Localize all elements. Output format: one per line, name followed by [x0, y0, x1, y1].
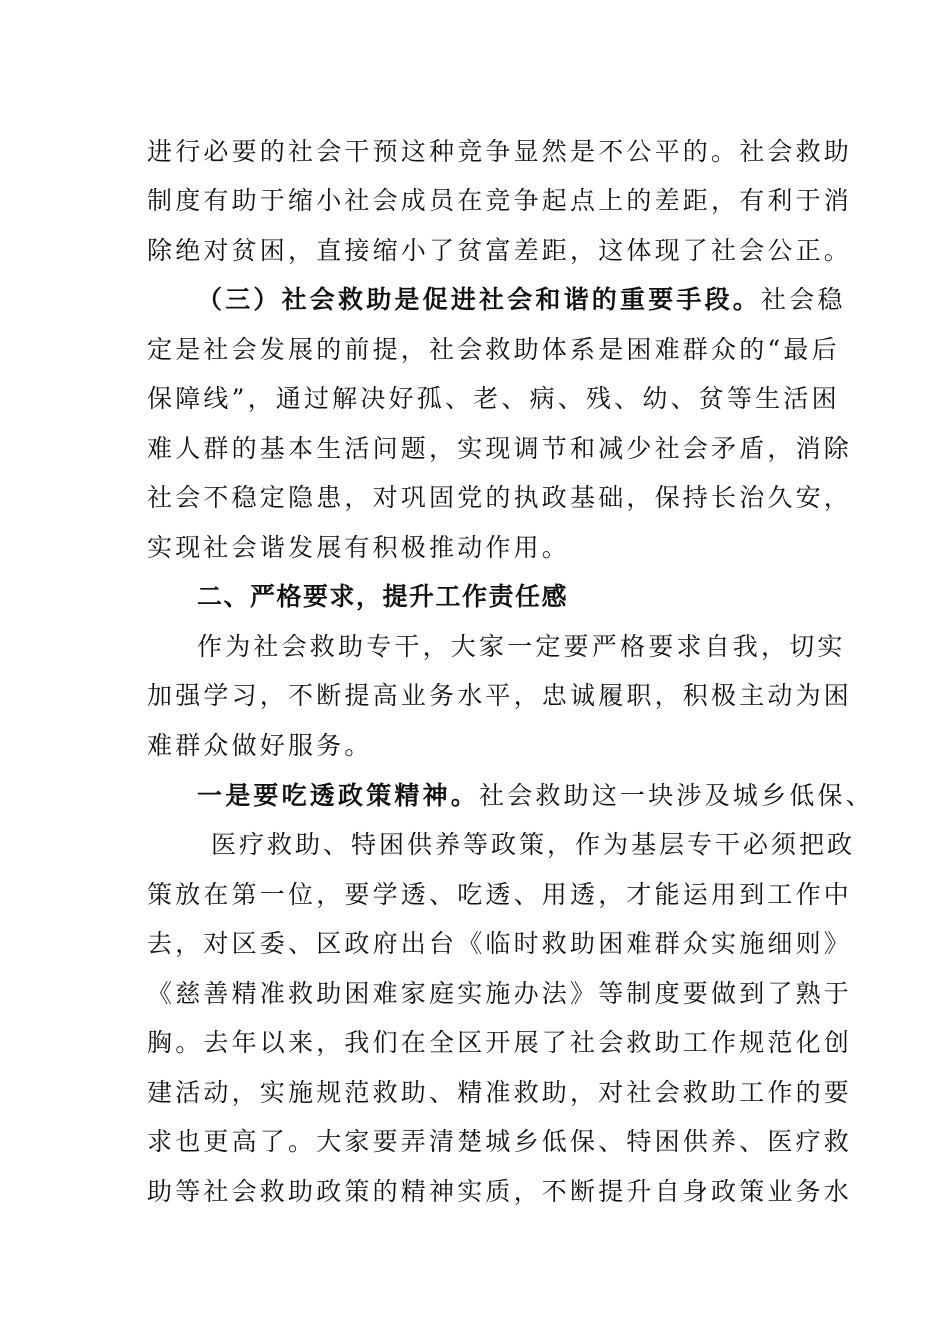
subsection-body-start: 社会稳 — [761, 285, 846, 314]
paragraph-line: 《慈善精准救助困难家庭实施办法》等制度要做到了熟于 — [147, 979, 853, 1008]
paragraph-line: 求也更高了。大家要弄清楚城乡低保、特困供养、医疗救 — [147, 1127, 853, 1156]
paragraph-line: 助等社会救助政策的精神实质，不断提升自身政策业务水 — [147, 1177, 853, 1206]
point-heading-1: 一是要吃透政策精神。 — [197, 781, 480, 810]
point-line — [197, 781, 874, 811]
paragraph-line: 进行必要的社会干预这种竞争显然是不公平的。社会救助 — [147, 137, 853, 166]
paragraph-line: 难人群的基本生活问题，实现调节和减少社会矛盾，消除 — [147, 434, 853, 463]
paragraph-line: 保障线”，通过解决好孤、老、病、残、幼、贫等生活困 — [147, 384, 840, 413]
paragraph-line: 定是社会发展的前提，社会救助体系是困难群众的“最后 — [147, 335, 840, 364]
paragraph-line: 难群众做好服务。 — [147, 731, 373, 760]
paragraph-line: 加强学习，不断提高业务水平，忠诚履职，积极主动为困 — [147, 681, 853, 710]
paragraph-line: 除绝对贫困，直接缩小了贫富差距，这体现了社会公正。 — [147, 236, 853, 265]
paragraph-line: 去，对区委、区政府出台《临时救助困难群众实施细则》 — [147, 929, 853, 958]
point-body-start: 社会救助这一块涉及城乡低保、 — [479, 781, 874, 810]
subsection-heading-3: （三）社会救助是促进社会和谐的重要手段。 — [197, 285, 762, 314]
subsection-line — [197, 285, 867, 315]
paragraph-line: 社会不稳定隐患，对巩固党的执政基础，保持长治久安， — [147, 483, 853, 512]
paragraph-line: 制度有助于缩小社会成员在竞争起点上的差距，有利于消 — [147, 186, 853, 215]
paragraph-line: 胸。去年以来，我们在全区开展了社会救助工作规范化创 — [147, 1028, 853, 1057]
paragraph-line: 医疗救助、特困供养等政策，作为基层专干必须把政 — [211, 830, 856, 859]
paragraph-line: 建活动，实施规范救助、精准救助，对社会救助工作的要 — [147, 1078, 853, 1107]
paragraph-line: 实现社会谐发展有积极推动作用。 — [147, 533, 571, 562]
paragraph-line: 作为社会救助专干，大家一定要严格要求自我，切实 — [197, 632, 846, 661]
paragraph-line: 策放在第一位，要学透、吃透、用透，才能运用到工作中 — [147, 880, 853, 909]
section-heading-2: 二、严格要求，提升工作责任感 — [197, 582, 569, 611]
